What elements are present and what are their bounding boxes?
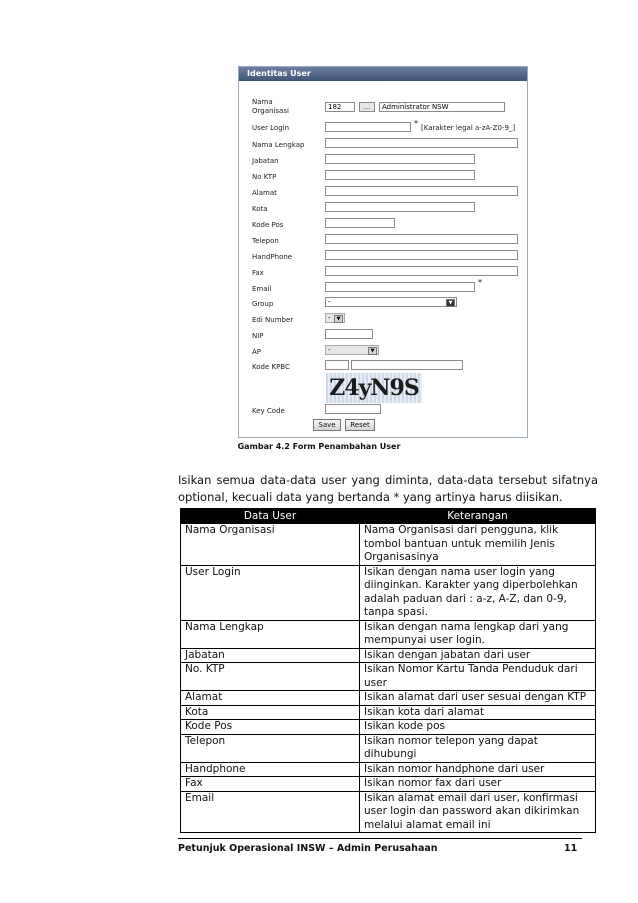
table-row — [181, 524, 596, 566]
cell-field: Handphone — [181, 762, 360, 777]
cell-desc: Isikan dengan nama user login yang diinginkan. Karakter yang diperbolehkan adalah paduan dari : a-z, A-Z, dan 0-9, tanpa spasi. — [360, 565, 596, 620]
label-key-code: Key Code — [252, 407, 285, 415]
cell-field: Jabatan — [181, 648, 360, 663]
label-nama-organisasi-1: Nama — [252, 98, 273, 106]
cell-desc: Isikan kode pos — [360, 720, 596, 735]
table-row — [181, 791, 596, 833]
cell-field: Kota — [181, 705, 360, 720]
cell-desc: Isikan nomor fax dari user — [360, 777, 596, 792]
header-data-user: Data User — [181, 509, 360, 524]
label-group: Group — [252, 300, 274, 308]
user-login-input[interactable] — [325, 122, 411, 132]
label-alamat: Alamat — [252, 189, 277, 197]
group-select[interactable] — [325, 297, 457, 307]
kode-kpbc-code-input[interactable] — [325, 360, 349, 370]
table-row — [181, 620, 596, 648]
cell-field: Email — [181, 791, 360, 833]
label-handphone: HandPhone — [252, 253, 293, 261]
reset-button[interactable]: Reset — [345, 419, 375, 431]
organisasi-code-input[interactable]: 182 — [325, 102, 355, 112]
nip-input[interactable] — [325, 329, 373, 339]
table-row — [181, 762, 596, 777]
organisasi-browse-button[interactable]: ... — [359, 102, 375, 112]
required-marker: * — [478, 278, 482, 287]
footer-divider — [178, 838, 582, 839]
kode-pos-input[interactable] — [325, 218, 395, 228]
page-number: 11 — [564, 843, 578, 854]
table-row — [181, 720, 596, 735]
cell-field: User Login — [181, 565, 360, 620]
handphone-input[interactable] — [325, 250, 518, 260]
fax-input[interactable] — [325, 266, 518, 276]
cell-desc: Isikan alamat email dari user, konfirmasi user login dan password akan dikirimkan melalui alamat email ini — [360, 791, 596, 833]
table-row — [181, 777, 596, 792]
instruction-paragraph: Isikan semua data-data user yang diminta, data-data tersebut sifatnya optional, kecuali data yang bertanda * yang artinya harus diisikan. — [178, 473, 598, 504]
table-row — [181, 734, 596, 762]
header-keterangan: Keterangan — [360, 509, 596, 524]
label-kota: Kota — [252, 205, 268, 213]
chevron-down-icon: ▼ — [334, 315, 343, 323]
email-input[interactable] — [325, 282, 475, 292]
label-email: Email — [252, 285, 272, 293]
cell-desc: Isikan alamat dari user sesuai dengan KTP — [360, 691, 596, 706]
label-fax: Fax — [252, 269, 264, 277]
form-title: Identitas User — [239, 67, 527, 81]
cell-desc: Isikan dengan jabatan dari user — [360, 648, 596, 663]
organisasi-name-input[interactable]: Administrator NSW — [379, 102, 505, 112]
data-user-table — [180, 508, 596, 833]
jabatan-input[interactable] — [325, 154, 475, 164]
no-ktp-input[interactable] — [325, 170, 475, 180]
table-row — [181, 565, 596, 620]
group-select-value: - — [328, 298, 331, 306]
label-kode-pos: Kode Pos — [252, 221, 284, 229]
table-row — [181, 705, 596, 720]
identitas-user-form — [238, 66, 528, 438]
nama-lengkap-input[interactable] — [325, 138, 518, 148]
cell-field: Kode Pos — [181, 720, 360, 735]
cell-desc: Isikan nomor handphone dari user — [360, 762, 596, 777]
cell-desc: Isikan nomor telepon yang dapat dihubungi — [360, 734, 596, 762]
chevron-down-icon: ▼ — [368, 347, 377, 355]
cell-field: No. KTP — [181, 663, 360, 691]
telepon-input[interactable] — [325, 234, 518, 244]
cell-desc: Nama Organisasi dari pengguna, klik tombol bantuan untuk memilih Jenis Organisasinya — [360, 524, 596, 566]
cell-field: Fax — [181, 777, 360, 792]
kode-kpbc-name-input[interactable] — [351, 360, 463, 370]
label-user-login: User Login — [252, 124, 290, 132]
user-login-hint: [Karakter legal a-zA-Z0-9_] — [421, 124, 516, 132]
cell-desc: Isikan dengan nama lengkap dari yang mempunyai user login. — [360, 620, 596, 648]
table-row — [181, 663, 596, 691]
ap-select[interactable] — [325, 345, 379, 355]
kota-input[interactable] — [325, 202, 475, 212]
edi-number-value: - — [328, 314, 331, 322]
edi-number-select[interactable] — [325, 313, 345, 323]
label-nama-organisasi-2: Organisasi — [252, 107, 289, 115]
table-row — [181, 691, 596, 706]
label-jabatan: Jabatan — [252, 157, 279, 165]
table-row — [181, 648, 596, 663]
label-no-ktp: No KTP — [252, 173, 277, 181]
label-ap: AP — [252, 348, 262, 356]
cell-field: Alamat — [181, 691, 360, 706]
footer-title: Petunjuk Operasional INSW – Admin Perusahaan — [178, 843, 438, 854]
alamat-input[interactable] — [325, 186, 518, 196]
cell-field: Telepon — [181, 734, 360, 762]
captcha-image: Z4yN9S — [326, 373, 422, 403]
cell-desc: Isikan kota dari alamat — [360, 705, 596, 720]
label-edi-number: Edi Number — [252, 316, 294, 324]
ap-select-value: - — [328, 346, 331, 354]
cell-desc: Isikan Nomor Kartu Tanda Penduduk dari user — [360, 663, 596, 691]
figure-caption: Gambar 4.2 Form Penambahan User — [237, 442, 401, 451]
label-telepon: Telepon — [252, 237, 279, 245]
save-button[interactable]: Save — [313, 419, 341, 431]
cell-field: Nama Organisasi — [181, 524, 360, 566]
label-nip: NIP — [252, 332, 264, 340]
key-code-input[interactable] — [325, 404, 381, 414]
label-nama-lengkap: Nama Lengkap — [252, 141, 305, 149]
table-header-row — [181, 509, 596, 524]
cell-field: Nama Lengkap — [181, 620, 360, 648]
label-kode-kpbc: Kode KPBC — [252, 363, 290, 371]
required-marker: * — [414, 119, 418, 128]
chevron-down-icon: ▼ — [446, 299, 455, 307]
